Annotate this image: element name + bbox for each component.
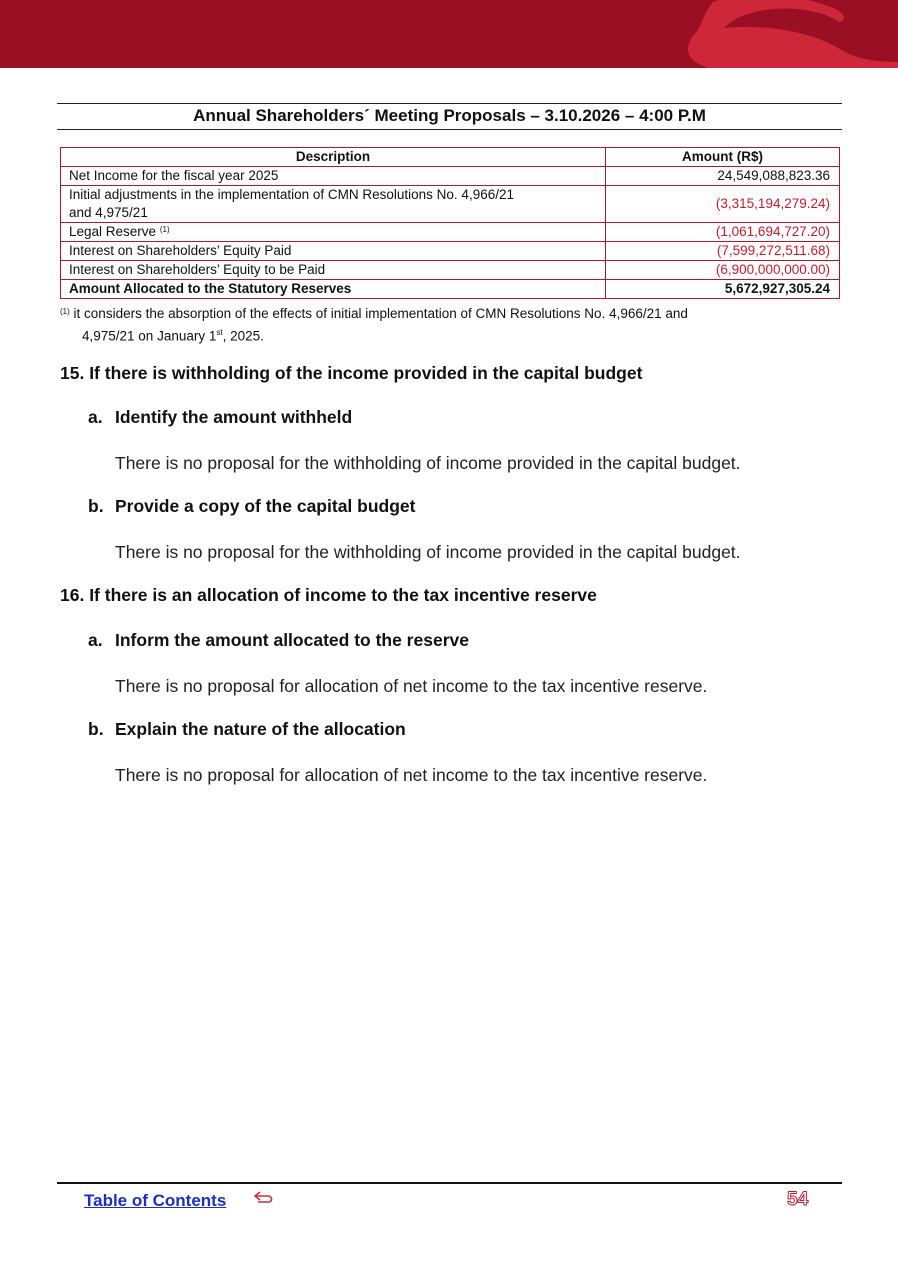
footnote-text-line2-end: , 2025. <box>222 328 264 344</box>
row-description-text: Legal Reserve <box>69 224 157 239</box>
row-amount: 24,549,088,823.36 <box>606 167 840 186</box>
row-amount: (6,900,000,000.00) <box>606 261 840 280</box>
row-amount: (1,061,694,727.20) <box>606 223 840 242</box>
footnote-text-line2 <box>60 323 840 346</box>
title-bottom-rule <box>57 129 842 130</box>
column-header-description: Description <box>61 148 606 167</box>
subsection-heading <box>88 496 415 517</box>
table-row <box>61 242 840 261</box>
footnote-text-line1: it considers the absorption of the effects of initial implementation of CMN Resolutions No. 4,966/21 and <box>73 306 688 321</box>
page-title: Annual Shareholders´ Meeting Proposals – 3.10.2026 – 4:00 P.M <box>193 106 706 125</box>
table-row <box>61 223 840 242</box>
table-of-contents-link[interactable]: Table of Contents <box>84 1191 227 1210</box>
subsection-letter: b. <box>88 496 104 516</box>
header-banner <box>0 0 898 68</box>
table-footnote <box>60 304 840 346</box>
title-top-rule <box>57 103 842 104</box>
row-amount: (7,599,272,511.68) <box>606 242 840 261</box>
row-description: Interest on Shareholders’ Equity to be Paid <box>61 261 606 280</box>
table-header-row <box>61 148 840 167</box>
footnote-marker: (1) <box>60 307 70 316</box>
table-row <box>61 261 840 280</box>
row-description <box>61 223 606 242</box>
page-number: 54 <box>787 1189 809 1210</box>
row-amount: (3,315,194,279.24) <box>606 186 840 223</box>
income-allocation-table <box>60 147 840 299</box>
subsection-title: Explain the nature of the allocation <box>115 719 406 739</box>
table-row <box>61 186 840 223</box>
subsection-title: Inform the amount allocated to the reserve <box>115 630 469 650</box>
row-description <box>61 186 606 223</box>
section-paragraph: There is no proposal for allocation of net income to the tax incentive reserve. <box>115 676 708 696</box>
subsection-heading <box>88 407 352 428</box>
subsection-letter: a. <box>88 630 103 650</box>
row-description-line1: Initial adjustments in the implementation of CMN Resolutions No. 4,966/21 <box>69 187 514 202</box>
section-heading-15: 15. If there is withholding of the income provided in the capital budget <box>60 363 643 383</box>
row-amount: 5,672,927,305.24 <box>606 280 840 299</box>
table-total-row <box>61 280 840 299</box>
table-row <box>61 167 840 186</box>
footnote-text-line2-main: 4,975/21 on January 1 <box>82 328 217 344</box>
section-paragraph: There is no proposal for the withholding of income provided in the capital budget. <box>115 453 741 473</box>
section-paragraph: There is no proposal for the withholding of income provided in the capital budget. <box>115 542 741 562</box>
footnote-ordinal: st <box>216 328 223 337</box>
footer-rule <box>57 1182 842 1184</box>
subsection-letter: b. <box>88 719 104 739</box>
row-description: Net Income for the fiscal year 2025 <box>61 167 606 186</box>
subsection-title: Provide a copy of the capital budget <box>115 496 416 516</box>
row-description-line2: and 4,975/21 <box>69 205 148 220</box>
return-arrow-icon[interactable] <box>252 1188 276 1208</box>
section-heading-16: 16. If there is an allocation of income to the tax incentive reserve <box>60 585 597 605</box>
footnote-marker: (1) <box>159 225 170 234</box>
row-description: Amount Allocated to the Statutory Reserves <box>61 280 606 299</box>
subsection-letter: a. <box>88 407 103 427</box>
subsection-heading <box>88 630 469 651</box>
section-paragraph: There is no proposal for allocation of net income to the tax incentive reserve. <box>115 765 708 785</box>
column-header-amount: Amount (R$) <box>606 148 840 167</box>
subsection-heading <box>88 719 406 740</box>
subsection-title: Identify the amount withheld <box>115 407 353 427</box>
brand-logo-icon <box>668 0 898 68</box>
row-description: Interest on Shareholders’ Equity Paid <box>61 242 606 261</box>
